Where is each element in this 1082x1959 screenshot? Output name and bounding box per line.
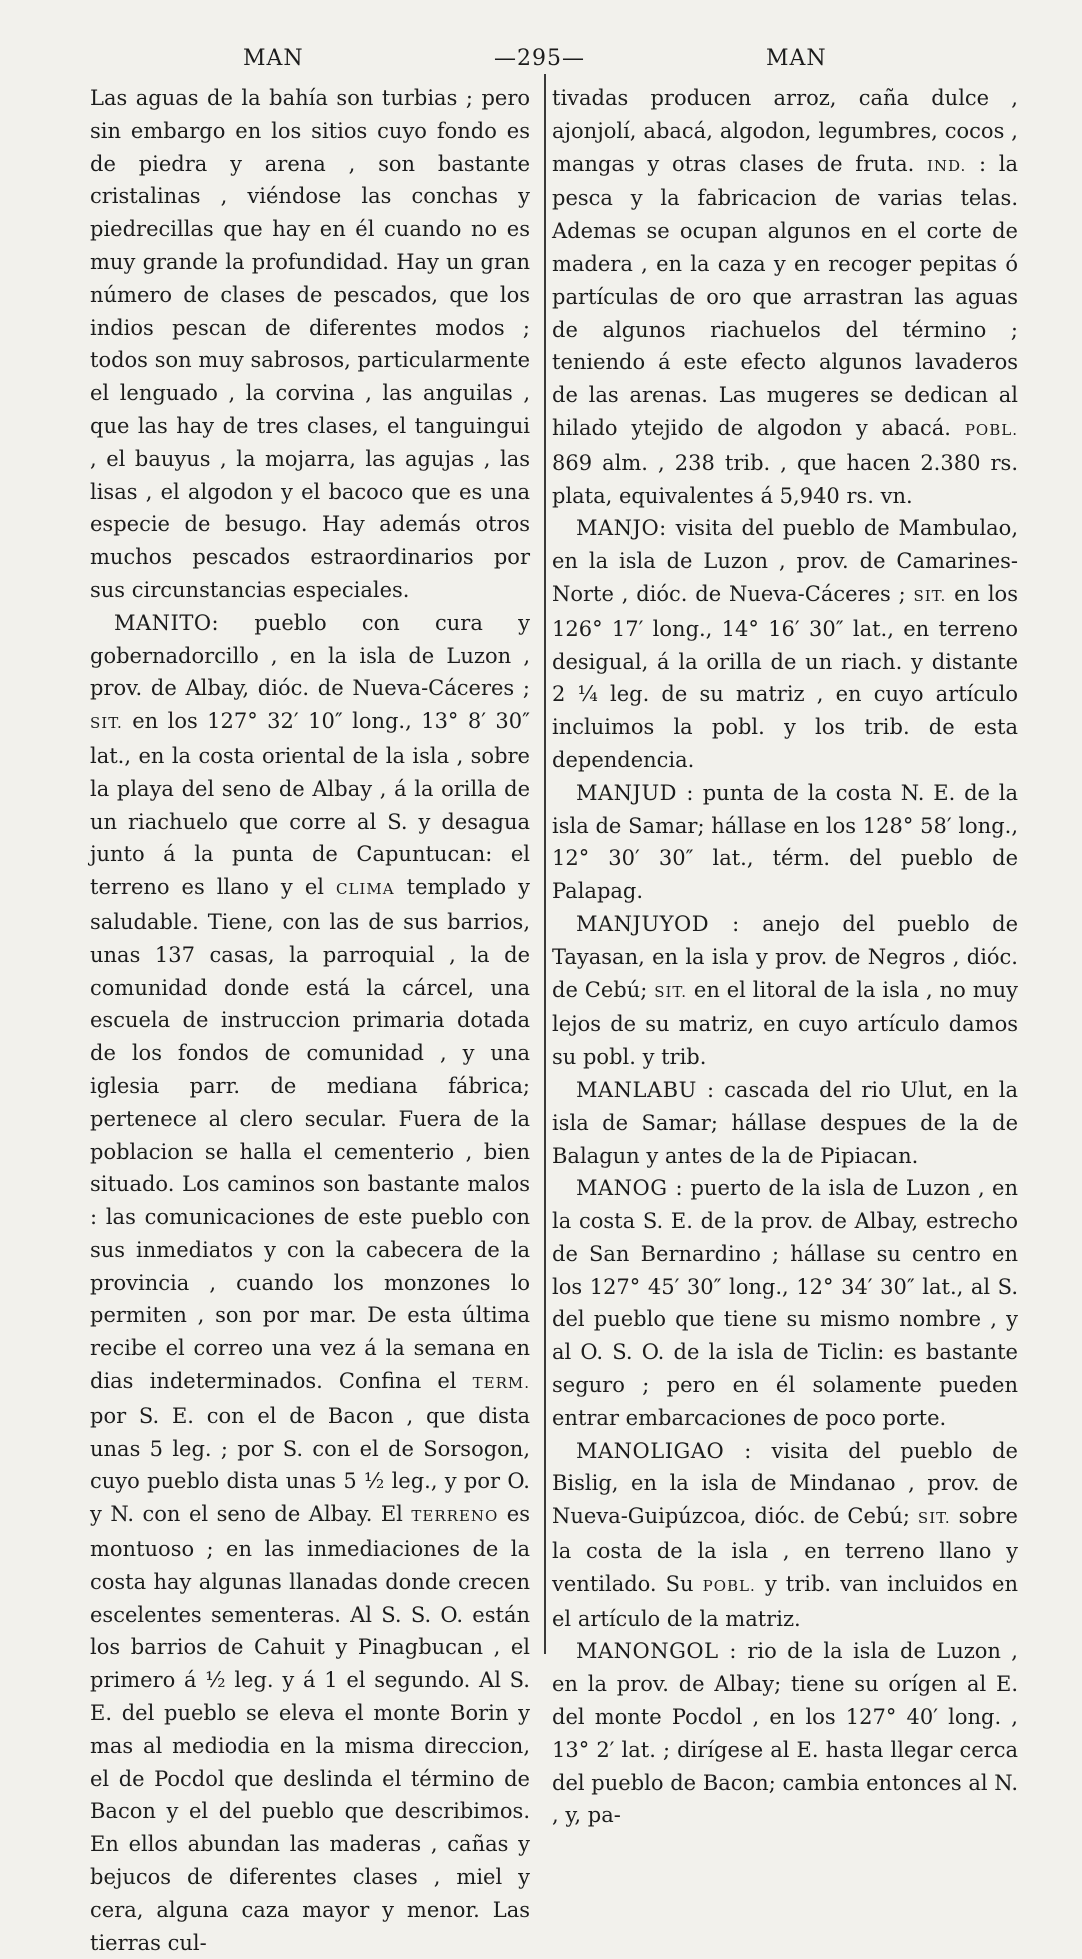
abbreviation: SIT.: [654, 982, 687, 1001]
entry-manjud: [552, 777, 1018, 908]
right-column: [552, 82, 1018, 1832]
paragraph: [552, 82, 1018, 512]
page-number: —295—: [494, 46, 585, 71]
entry-manito: [90, 607, 530, 1959]
entry-headword: MANOLIGAO :: [576, 1438, 752, 1463]
column-divider: [544, 74, 546, 1654]
abbreviation: IND.: [926, 156, 967, 175]
entry-headword: MANOG :: [576, 1176, 684, 1201]
left-column: [90, 82, 530, 1959]
abbreviation: CLIMA: [335, 880, 395, 899]
entry-headword: MANJUD :: [576, 780, 694, 805]
abbreviation: POBL.: [964, 420, 1018, 439]
paragraph: [90, 82, 530, 607]
paragraph-text: Las aguas de la bahía son turbias ; pero sin embargo en los sitios cuyo fondo es de piedra y arena , son bastante cristalinas , viéndose las conchas y piedrecillas que hay en él cuando no es muy grande la profundidad. Hay un gran número de clases de pescados, que los indios pescan de diferentes modos ; todos son muy sabrosos, particularmente el lenguado , la corvina , las anguilas , que las hay de tres clases, el tanguingui , el bauyus , la mojarra, las agujas , las lisas , el algodon y el bacoco que es una especie de besugo. Hay además otros muchos pescados estraordinarios por sus circunstancias especiales.: [90, 86, 530, 602]
entry-manongol: [552, 1635, 1018, 1832]
entry-text: pueblo con cura y gobernadorcillo , en la isla de Luzon , prov. de Albay, dióc. de Nueva-Cáceres ; SIT. en los 127° 32′ 10″ long., 13° 8′ 30″ lat., en la costa oriental de la isla , sobre la playa del seno de Albay , á la orilla de un riachuelo que corre al S. y desagua junto á la punta de Capuntucan: el terreno es llano y el CLIMA templado y saludable. Tiene, con las de sus barrios, unas 137 casas, la parroquial , la de comunidad donde está la cárcel, una escuela de instruccion primaria dotada de los fondos de comunidad , y una iglesia parr. de mediana fábrica; pertenece al clero secular. Fuera de la poblacion se halla el cementerio , bien situado. Los caminos son bastante malos : las comunicaciones de este pueblo con sus inmediatos y con la cabecera de la provincia , cuando los monzones lo permiten , son por mar. De esta última recibe el correo una vez á la semana en dias indeterminados. Confina el TERM. por S. E. con el de Bacon , que dista unas 5 leg. ; por S. con el de Sorsogon, cuyo pueblo dista unas 5 ½ leg., y por O. y N. con el seno de Albay. El TERRENO es montuoso ; en las inmediaciones de la costa hay algunas llanadas donde crecen escelentes sementeras. Al S. S. O. están los barrios de Cahuit y Pinagbucan , el primero á ½ leg. y á 1 el segundo. Al S. E. del pueblo se eleva el monte Borin y mas al mediodia en la misma direccion, el de Pocdol que deslinda el término de Bacon y el del pueblo que describimos. En ellos abundan las maderas , cañas y bejucos de diferentes clases , miel y cera, alguna caza mayor y menor. Las tierras cul-: [90, 610, 530, 1955]
entry-headword: MANJUYOD :: [576, 911, 740, 936]
running-head-left: MAN: [243, 46, 304, 71]
abbreviation: TERM.: [472, 1374, 530, 1393]
entry-headword: MANONGOL :: [576, 1639, 738, 1664]
entry-headword: MANJO:: [576, 516, 667, 541]
entry-manlabu: [552, 1074, 1018, 1172]
abbreviation: SIT.: [913, 586, 947, 605]
entry-text: visita del pueblo de Mambulao, en la isla de Luzon , prov. de Camarines-Norte , dióc. de Nueva-Cáceres ; SIT. en los 126° 17′ long., 14° 16′ 30″ lat., en terreno desigual, á la orilla de un riach. y distante 2 ¼ leg. de su matriz , en cuyo artículo incluimos la pobl. y los trib. de esta dependencia.: [552, 516, 1018, 772]
entry-text: visita del pueblo de Bislig, en la isla de Mindanao , prov. de Nueva-Guipúzcoa, dióc. de Cebú; SIT. sobre la costa de la isla , en terreno llano y ventilado. Su POBL. y trib. van incluidos en el artículo de la matriz.: [552, 1438, 1018, 1631]
entry-text: punta de la costa N. E. de la isla de Samar; hállase en los 128° 58′ long., 12° 30′ 30″ lat., térm. del pueblo de Palapag.: [552, 780, 1018, 904]
abbreviation: SIT.: [90, 714, 123, 733]
abbreviation: POBL.: [702, 1576, 756, 1595]
entry-manjuyod: [552, 908, 1018, 1074]
entry-manjo: [552, 512, 1018, 776]
abbreviation: TERRENO: [411, 1507, 499, 1526]
entry-text: rio de la isla de Luzon , en la prov. de Albay; tiene su orígen al E. del monte Pocdol , en los 127° 40′ long. , 13° 2′ lat. ; dirígese al E. hasta llegar cerca del pueblo de Bacon; cambia entonces al N. , y, pa-: [552, 1639, 1018, 1828]
entry-headword: MANLABU :: [576, 1077, 715, 1102]
entry-text: anejo del pueblo de Tayasan, en la isla y prov. de Negros , dióc. de Cebú; SIT. en el litoral de la isla , no muy lejos de su matriz, en cuyo artículo damos su pobl. y trib.: [552, 911, 1018, 1070]
entry-manoligao: [552, 1435, 1018, 1636]
entry-headword: MANITO:: [114, 610, 220, 635]
entry-text: puerto de la isla de Luzon , en la costa S. E. de la prov. de Albay, estrecho de San Bernardino ; hállase su centro en los 127° 45′ 30″ long., 12° 34′ 30″ lat., al S. del pueblo que tiene su mismo nombre , y al O. S. O. de la isla de Ticlin: es bastante seguro ; pero en él solamente pueden entrar embarcaciones de poco porte.: [552, 1176, 1019, 1430]
entry-manog: [552, 1172, 1018, 1434]
entry-text: cascada del rio Ulut, en la isla de Samar; hállase despues de la de Balagun y antes de la de Pipiacan.: [552, 1077, 1018, 1168]
paragraph-text: tivadas producen arroz, caña dulce , ajonjolí, abacá, algodon, legumbres, cocos , mangas y otras clases de fruta. IND. : la pesca y la fabricacion de varias telas. Ademas se ocupan algunos en el corte de madera , en la caza y en recoger pepitas ó partículas de oro que arrastran las aguas de algunos riachuelos del término ; teniendo á este efecto algunos lavaderos de las arenas. Las mugeres se dedican al hilado ytejido de algodon y abacá. POBL. 869 alm. , 238 trib. , que hacen 2.380 rs. plata, equivalentes á 5,940 rs. vn.: [552, 86, 1018, 508]
running-head-right: MAN: [766, 46, 827, 71]
abbreviation: SIT.: [917, 1509, 951, 1528]
